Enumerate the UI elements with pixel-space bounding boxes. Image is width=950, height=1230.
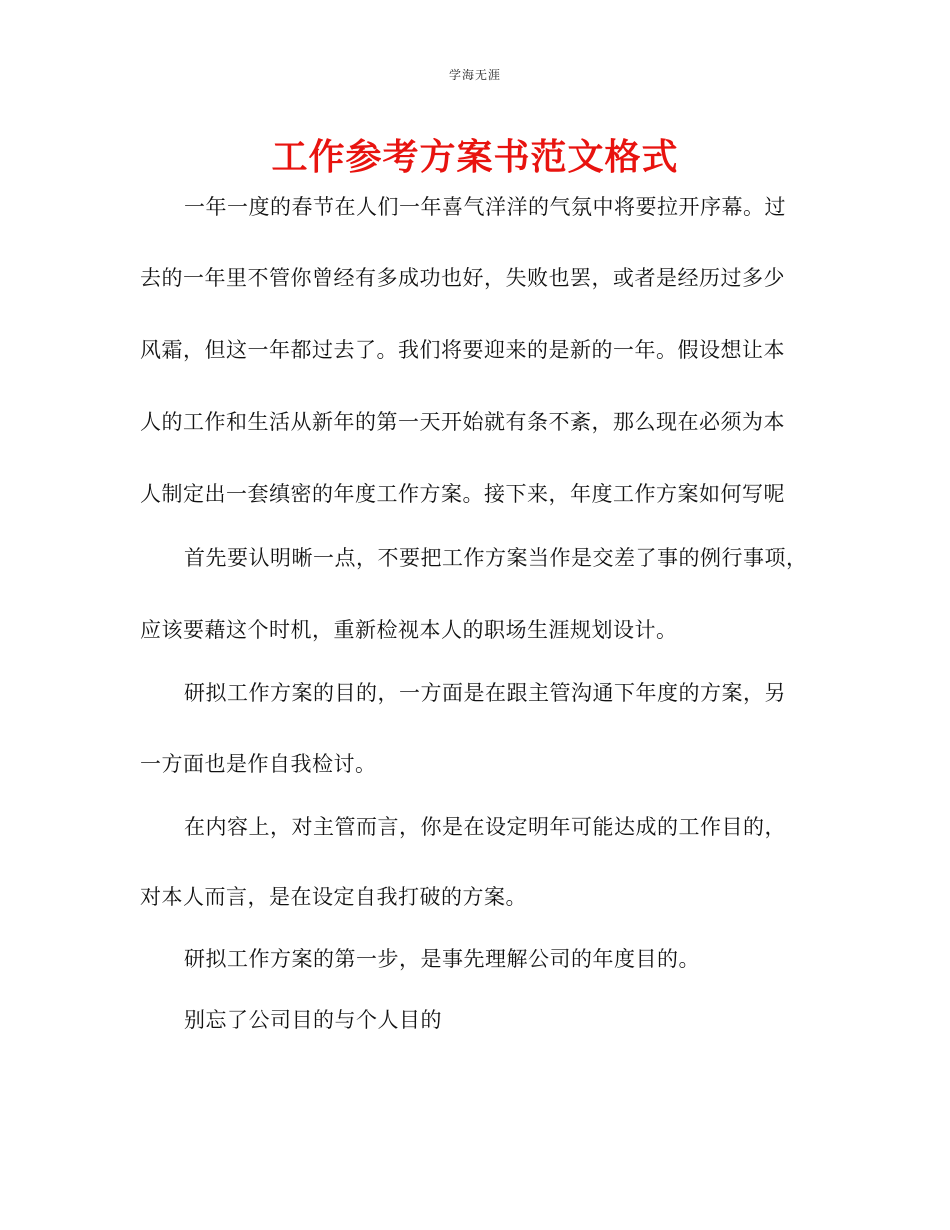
paragraph-line: 一年一度的春节在人们一年喜气洋洋的气氛中将要拉开序幕。过 bbox=[184, 195, 786, 219]
paragraph-line: 人制定出一套缜密的年度工作方案。接下来，年度工作方案如何写呢 bbox=[140, 482, 785, 506]
paragraph-line: 应该要藉这个时机，重新检视本人的职场生涯规划设计。 bbox=[140, 618, 678, 642]
paragraph-line: 研拟工作方案的目的，一方面是在跟主管沟通下年度的方案，另 bbox=[184, 681, 786, 705]
paragraph-line: 人的工作和生活从新年的第一天开始就有条不紊，那么现在必须为本 bbox=[140, 410, 785, 434]
page-header: 学海无涯 bbox=[448, 68, 501, 82]
paragraph-line: 去的一年里不管你曾经有多成功也好，失败也罢，或者是经历过多少 bbox=[140, 266, 785, 290]
paragraph-line: 在内容上，对主管而言，你是在设定明年可能达成的工作目的， bbox=[184, 815, 786, 839]
paragraph-line: 别忘了公司目的与个人目的 bbox=[184, 1008, 442, 1032]
paragraph-line: 风霜，但这一年都过去了。我们将要迎来的是新的一年。假设想让本 bbox=[140, 338, 785, 362]
paragraph-line: 首先要认明晰一点，不要把工作方案当作是交差了事的例行事项， bbox=[184, 546, 808, 570]
paragraph-line: 对本人而言，是在设定自我打破的方案。 bbox=[140, 885, 527, 909]
paragraph-line: 研拟工作方案的第一步，是事先理解公司的年度目的。 bbox=[184, 947, 700, 971]
paragraph-line: 一方面也是作自我检讨。 bbox=[140, 752, 377, 776]
document-title: 工作参考方案书范文格式 bbox=[271, 137, 679, 178]
